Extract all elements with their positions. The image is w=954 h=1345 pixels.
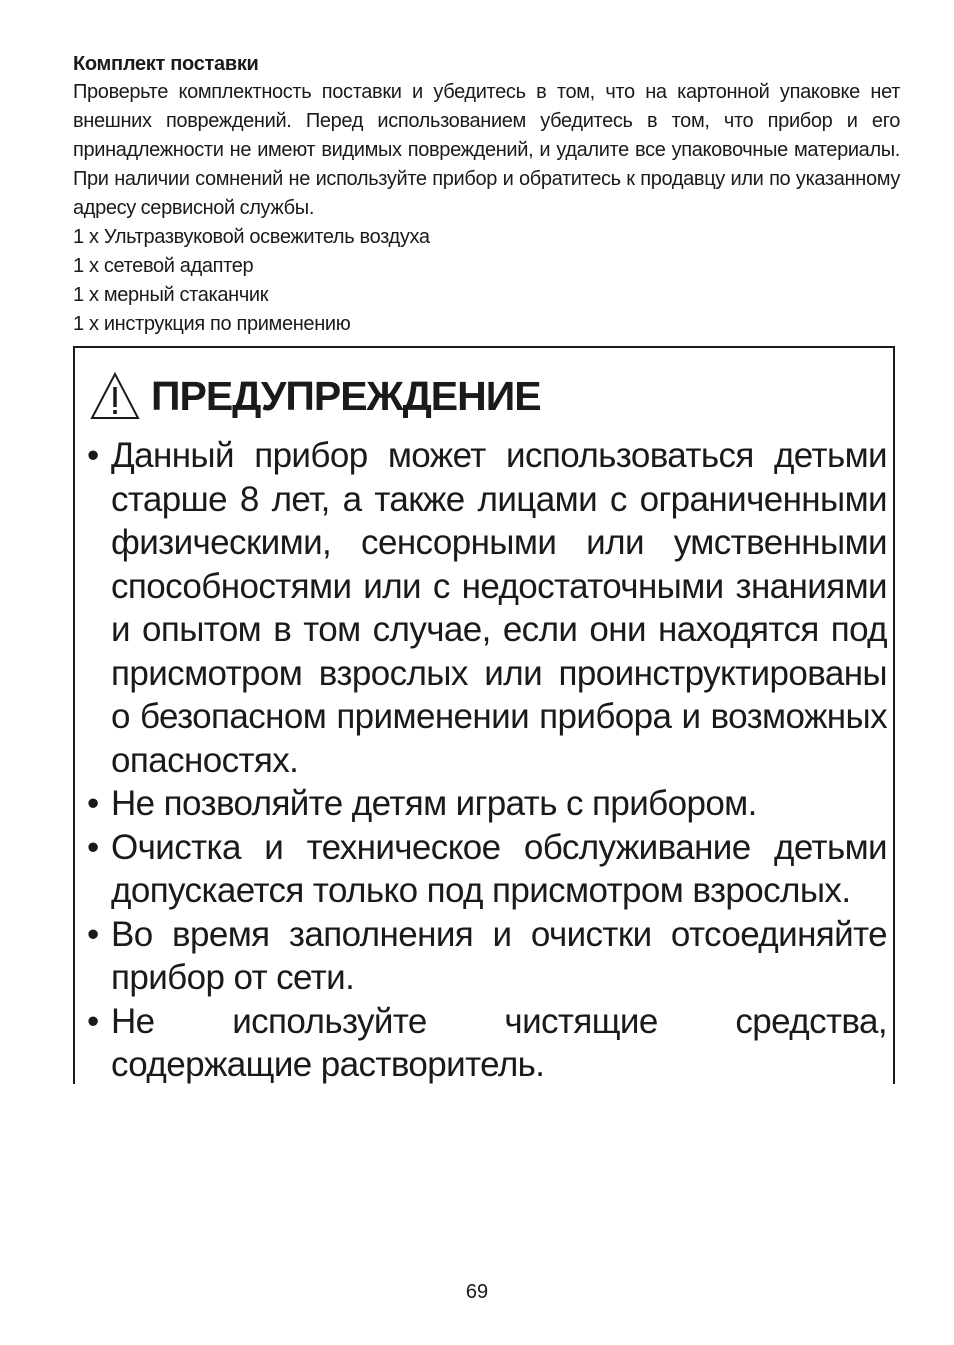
page-number: 69: [465, 1281, 489, 1303]
warning-item: [87, 826, 887, 913]
warning-item: [87, 1000, 887, 1087]
warning-box: [73, 346, 895, 1084]
delivery-title: Комплект поставки: [73, 53, 259, 75]
warning-item-text: Не позволяйте детям играть с прибором.: [111, 784, 757, 823]
warning-item: [87, 782, 887, 826]
warning-item: [87, 434, 887, 782]
bullet-icon: •: [87, 827, 99, 867]
warning-triangle-icon: [89, 371, 141, 421]
warning-item-text: Не используйте чистящие средства, содержащие растворитель.: [111, 1001, 887, 1084]
warning-item-text: Очистка и техническое обслуживание детьми допускается только под присмотром взрослых.: [111, 827, 887, 910]
warning-title: ПРЕДУПРЕЖДЕНИЕ: [151, 373, 541, 419]
bullet-icon: •: [87, 784, 99, 823]
bullet-icon: •: [87, 436, 99, 475]
delivery-description: Проверьте комплектность поставки и убедитесь в том, что на картонной упаковке нет внешних повреждений. Перед использованием убедитесь в том, что прибор и его принадлежности не имеют видимых повреждений, и удалите все упаковочные материалы. При наличии сомнений не используйте прибор и обратитесь к продавцу или по указанному адресу сервисной службы.: [73, 81, 900, 219]
list-item: 1 x мерный стаканчик: [73, 284, 269, 306]
list-item: 1 x сетевой адаптер: [73, 255, 254, 277]
list-item: 1 x инструкция по применению: [73, 313, 351, 335]
list-item: 1 x Ультразвуковой освежитель воздуха: [73, 226, 430, 248]
bullet-icon: •: [87, 914, 99, 954]
bullet-icon: •: [87, 1001, 99, 1041]
warning-item: [87, 913, 887, 1000]
warning-item-text: Во время заполнения и очистки отсоединяйте прибор от сети.: [111, 914, 887, 997]
delivery-section: [73, 50, 900, 339]
delivery-items-list: [73, 223, 900, 339]
warning-item-text: Данный прибор может использоваться детьми старше 8 лет, а также лицами с ограниченными физическими, сенсорными или умственными способностями или с недостаточными знаниями и опытом в том случае, если они находятся под присмотром взрослых или проинструктированы о безопасном применении прибора и возможных опасностях.: [111, 436, 887, 780]
warning-list: [87, 434, 887, 1087]
warning-header: [89, 366, 541, 426]
